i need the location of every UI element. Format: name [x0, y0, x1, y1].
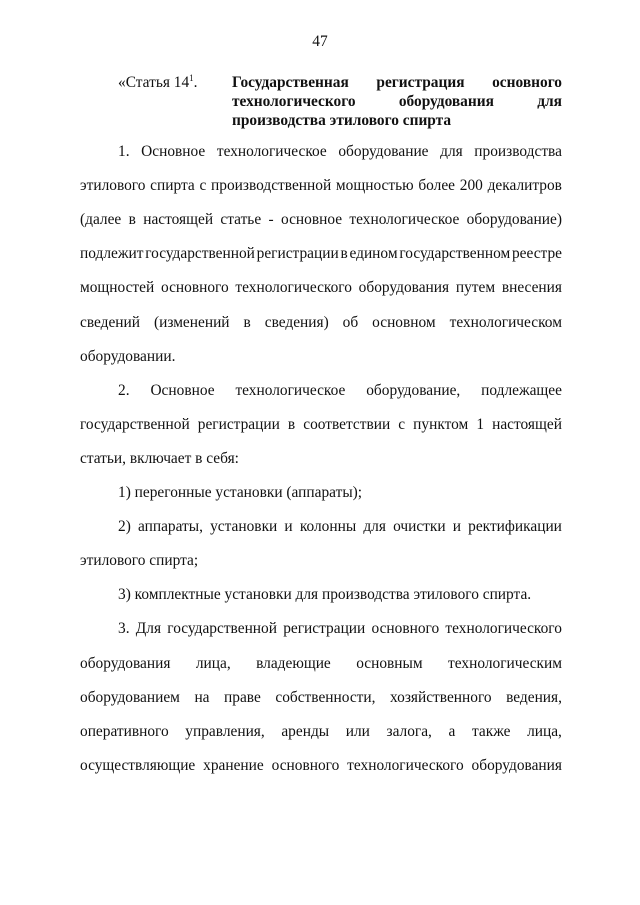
body-line — [118, 518, 562, 536]
body-word: регистрации — [197, 415, 280, 433]
article-title-word: Государственная — [232, 74, 349, 91]
article-label — [118, 73, 198, 92]
body-word: хранение — [203, 756, 264, 774]
body-word: сведения) — [264, 313, 329, 331]
body-word: технологического — [235, 279, 352, 297]
body-word: технологическим — [448, 654, 562, 672]
body-word: основного — [160, 279, 229, 297]
body-word: 1. — [118, 143, 130, 160]
body-word: основного — [371, 620, 440, 638]
body-word: 2) — [118, 518, 131, 536]
body-line — [118, 382, 562, 400]
article-title — [232, 73, 562, 130]
body-line — [80, 279, 562, 297]
body-word: владеющие — [256, 654, 331, 672]
body-line: оборудовании. — [80, 347, 176, 365]
body-word: в — [287, 415, 296, 433]
body-word: регистрации — [256, 245, 339, 263]
body-word: мощностью — [335, 177, 414, 195]
body-word: технологическое — [216, 143, 327, 160]
body-word: сведений — [80, 313, 141, 331]
body-line: этилового спирта; — [80, 552, 199, 570]
body-word: декалитров — [487, 177, 562, 195]
body-line — [80, 245, 562, 263]
article-title-line — [232, 92, 562, 111]
body-line: 1) перегонные установки (аппараты); — [118, 484, 363, 501]
body-word: мощностей — [80, 279, 155, 297]
body-word: для — [440, 143, 463, 160]
body-word: технологического — [445, 620, 562, 638]
body-word: управления, — [185, 722, 265, 740]
body-word: праве — [224, 688, 261, 706]
body-line — [80, 689, 562, 707]
body-word: осуществляющие — [80, 756, 196, 774]
body-word: спирта — [150, 177, 195, 195]
body-word: (далее — [80, 211, 122, 229]
body-word: ведения, — [506, 688, 562, 706]
body-word: Для — [135, 620, 162, 638]
body-word: государственной — [80, 415, 190, 433]
body-word: - — [268, 211, 274, 229]
body-line — [80, 757, 562, 775]
body-line — [80, 211, 562, 229]
body-word: с — [398, 415, 406, 433]
body-word: и — [284, 518, 293, 536]
body-word: настоящей — [492, 415, 562, 433]
body-word: реестре — [511, 245, 562, 263]
body-word: 2. — [118, 381, 130, 399]
body-line — [80, 177, 562, 195]
body-word: (изменений — [153, 313, 230, 331]
body-word: Основное — [150, 381, 215, 399]
body-word: оборудования — [471, 756, 562, 774]
body-word: на — [194, 688, 210, 706]
body-word: регистрации — [283, 620, 366, 638]
article-title-line — [232, 111, 562, 130]
article-title-word: основного — [492, 74, 562, 91]
body-word: собственности, — [275, 688, 376, 706]
body-word: пунктом — [413, 415, 469, 433]
article-title-word: производства этилового спирта — [232, 112, 452, 129]
body-word: оборудование) — [466, 211, 562, 229]
body-word: лица, — [195, 654, 231, 672]
body-word: технологического — [347, 756, 464, 774]
article-title-word: оборудования — [398, 93, 494, 110]
body-word: статье — [220, 211, 262, 229]
body-word: подлежащее — [481, 381, 562, 399]
article-title-word: технологического — [232, 93, 356, 110]
article-title-word: для — [537, 93, 562, 110]
body-word: оборудование, — [366, 381, 461, 399]
body-word: этилового — [80, 177, 146, 195]
body-word: залога, — [386, 722, 432, 740]
body-line — [118, 620, 562, 638]
body-word: производственной — [211, 177, 332, 195]
body-word: об — [342, 313, 359, 331]
body-word: производства — [474, 143, 562, 160]
body-word: лица, — [527, 722, 562, 740]
body-word: основного — [271, 756, 340, 774]
body-word: ректификации — [468, 518, 562, 536]
page-number: 47 — [312, 33, 328, 50]
article-label-text: «Статья 14 — [118, 74, 190, 91]
body-word: настоящей — [143, 211, 214, 229]
body-word: соответствии — [303, 415, 391, 433]
body-word: и — [452, 518, 462, 536]
body-word: в — [128, 211, 136, 229]
body-line — [80, 655, 562, 673]
body-word: основное — [281, 211, 343, 229]
body-line: 3) комплектные установки для производства этилового спирта. — [118, 586, 532, 604]
body-word: Основное — [141, 143, 206, 160]
body-word: основном — [372, 313, 436, 331]
body-word: в — [340, 245, 348, 263]
body-word: государственной — [145, 245, 255, 263]
body-word: колонны — [299, 518, 357, 536]
body-word: хозяйственного — [390, 688, 492, 706]
body-word: в — [243, 313, 251, 331]
article-title-line — [232, 73, 562, 92]
body-line — [80, 723, 562, 741]
body-word: государственном — [399, 245, 511, 263]
body-word: технологическом — [449, 313, 562, 331]
body-word: установки — [210, 518, 278, 536]
body-word: оборудование — [338, 143, 429, 160]
body-word: оборудования — [80, 654, 171, 672]
body-word: 200 — [459, 177, 483, 195]
body-word: подлежит — [80, 245, 144, 263]
body-word: очистки — [393, 518, 446, 536]
body-word: или — [345, 722, 370, 740]
body-line — [80, 314, 562, 332]
body-word: также — [471, 722, 511, 740]
body-word: аренды — [281, 722, 330, 740]
article-title-word: регистрация — [376, 74, 465, 91]
body-line — [80, 416, 562, 434]
body-word: оборудования — [358, 279, 450, 297]
body-word: основным — [356, 654, 423, 672]
body-word: для — [363, 518, 386, 536]
article-label-suffix: . — [193, 74, 198, 91]
body-word: оперативного — [80, 722, 169, 740]
body-word: с — [199, 177, 207, 195]
body-word: 1 — [476, 415, 485, 433]
body-word: едином — [349, 245, 398, 263]
article-number-superscript: 1 — [189, 73, 194, 83]
body-line: статьи, включает в себя: — [80, 449, 239, 467]
body-word: государственной — [167, 620, 277, 638]
body-word: путем — [455, 279, 496, 297]
body-word: технологическое — [235, 381, 346, 399]
body-word: 3. — [118, 620, 130, 638]
body-line — [118, 143, 562, 161]
body-word: технологическое — [349, 211, 460, 229]
body-word: а — [448, 722, 456, 740]
body-word: внесения — [501, 279, 562, 297]
body-word: более — [418, 177, 456, 195]
body-word: оборудованием — [80, 688, 180, 706]
body-word: аппараты, — [137, 518, 203, 536]
